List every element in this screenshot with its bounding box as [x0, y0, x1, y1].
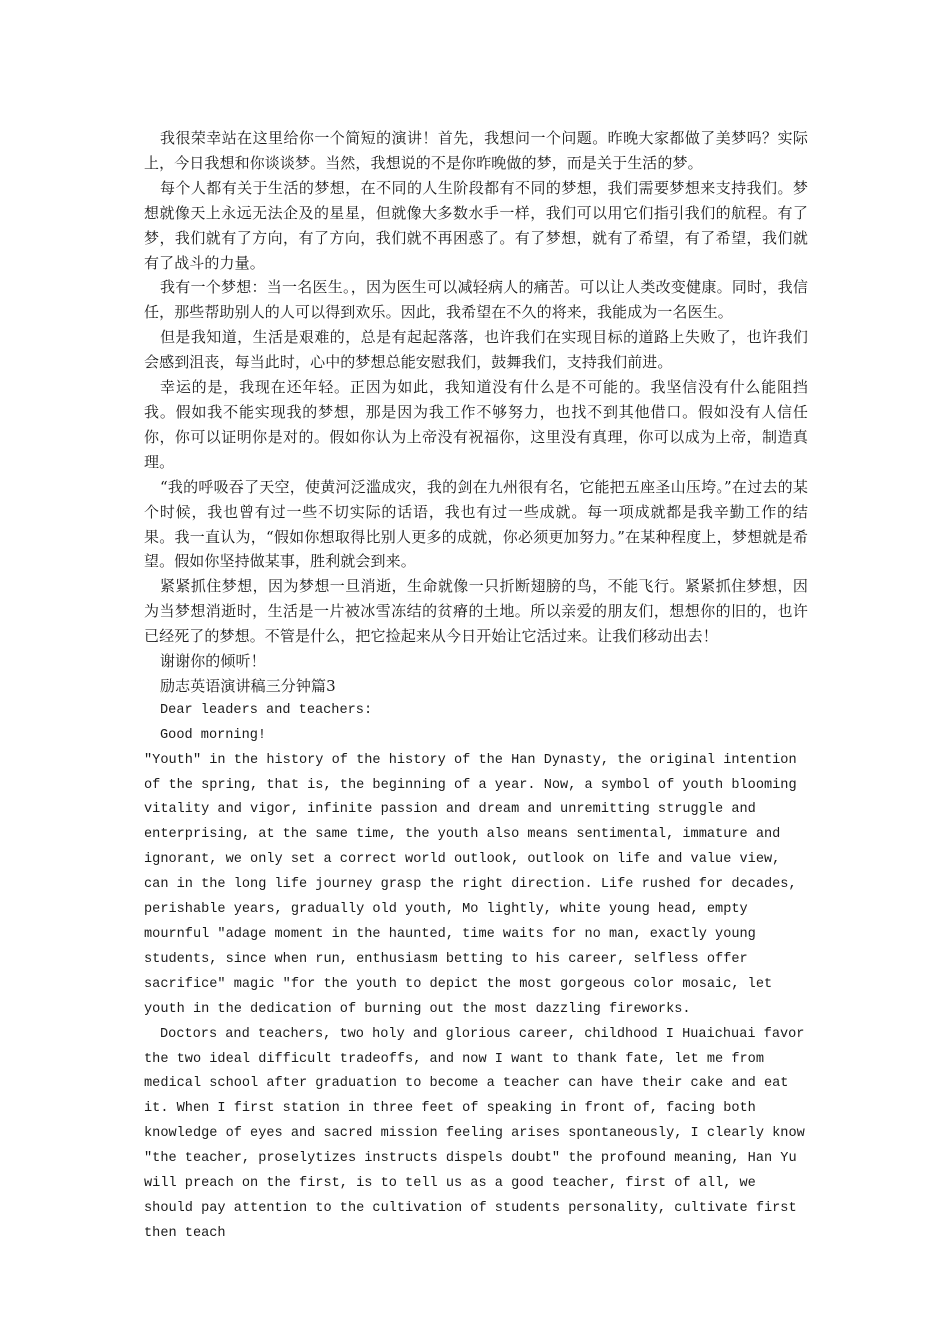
- paragraph-en-1: "Youth" in the history of the history of the Han Dynasty, the original intention of the spring, that is, the beginning of a year. Now, a symbol of youth blooming vitality and vigor, infinite passion and dream and unremitting struggle and enterprising, at the same time, the youth also means sentimental, immature and ignorant, we only set a correct world outlook, outlook on life and value view, can in the long life journey grasp the right direction. Life rushed for decades, perishable years, gradually old youth, Mo lightly, white young head, empty mournful "adage moment in the haunted, time waits for no man, exactly young students, since when run, enthusiasm betting to his career, selfless offer sacrifice" magic "for the youth to depict the most gorgeous color mosaic, let youth in the dedication of burning out the most dazzling fireworks.: [144, 752, 805, 1017]
- greeting-line: Dear leaders and teachers:: [160, 702, 373, 718]
- paragraph-cn-2: 每个人都有关于生活的梦想，在不同的人生阶段都有不同的梦想，我们需要梦想来支持我们。梦想就像天上永远无法企及的星星，但就像大多数水手一样，我们可以用它们指引我们的航程。有了梦，我们就有了方向，有了方向，我们就不再困惑了。有了梦想，就有了希望，有了希望，我们就有了战斗的力量。: [144, 178, 808, 272]
- paragraph-cn-3: 我有一个梦想：当一名医生。，因为医生可以减轻病人的痛苦。可以让人类改变健康。同时，我信任，那些帮助别人的人可以得到欢乐。因此，我希望在不久的将来，我能成为一名医生。: [144, 278, 808, 322]
- paragraph-cn-4: 但是我知道，生活是艰难的，总是有起起落落，也许我们在实现目标的道路上失败了，也许我们会感到沮丧，每当此时，心中的梦想总能安慰我们，鼓舞我们，支持我们前进。: [144, 328, 808, 372]
- paragraph-cn-7: 紧紧抓住梦想，因为梦想一旦消逝，生命就像一只折断翅膀的鸟，不能飞行。紧紧抓住梦想，因为当梦想消逝时，生活是一片被冰雪冻结的贫瘠的土地。所以亲爱的朋友们，想想你的旧的，也许已经死了的梦想。不管是什么，把它捡起来从今日开始让它活过来。让我们移动出去！: [144, 577, 808, 646]
- paragraph-cn-6: “我的呼吸吞了天空，使黄河泛滥成灾，我的剑在九州很有名，它能把五座圣山压垮。”在过去的某个时候，我也曾有过一些不切实际的话语，我也有过一些成就。每一项成就都是我辛勤工作的结果。我一直认为，“假如你想取得比别人更多的成就，你必须更加努力。”在某种程度上，梦想就是希望。假如你坚持做某事，胜利就会到来。: [144, 477, 808, 571]
- paragraph-cn-5: 幸运的是，我现在还年轻。正因为如此，我知道没有什么是不可能的。我坚信没有什么能阻挡我。假如我不能实现我的梦想，那是因为我工作不够努力，也找不到其他借口。假如没有人信任你，你可以证明你是对的。假如你认为上帝没有祝福你，这里没有真理，你可以成为上帝，制造真理。: [144, 378, 808, 471]
- greeting-line: Good morning!: [160, 727, 267, 743]
- document-page: [144, 126, 813, 1247]
- section-heading: 励志英语演讲稿三分钟篇3: [160, 676, 336, 695]
- paragraph-cn-1: 我很荣幸站在这里给你一个简短的演讲！首先，我想问一个问题。昨晚大家都做了美梦吗？实际上，今日我想和你谈谈梦。当然，我想说的不是你昨晚做的梦，而是关于生活的梦。: [144, 129, 808, 172]
- closing-thanks: 谢谢你的倾听！: [160, 652, 266, 671]
- paragraph-en-2: Doctors and teachers, two holy and glorious career, childhood I Huaichuai favor the two ideal difficult tradeoffs, and now I want to thank fate, let me from medical school after graduation to become a teacher can have their cake and eat it. When I first station in three feet of speaking in front of, facing both knowledge of eyes and sacred mission feeling arises spontaneously, I clearly know "the teacher, proselytizes instructs dispels doubt" the profound meaning, Han Yu will preach on the first, is to tell us as a good teacher, first of all, we should pay attention to the cultivation of students personality, cultivate first then teach: [144, 1026, 813, 1241]
